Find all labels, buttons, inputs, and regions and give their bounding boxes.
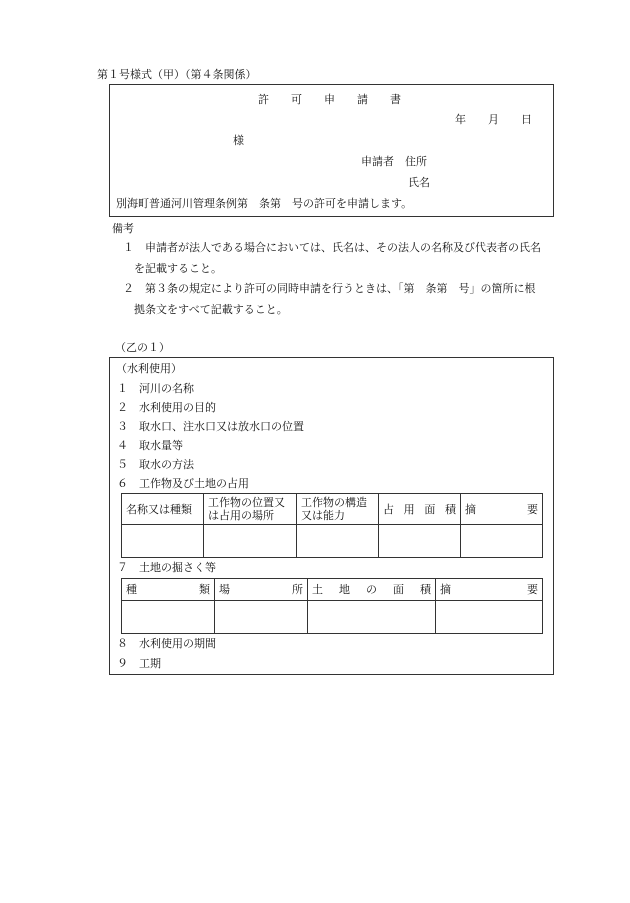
header-occupied-area — [379, 494, 461, 525]
header-land-area — [308, 579, 436, 601]
cell-structure-location[interactable] — [204, 525, 297, 558]
cell-remarks[interactable] — [436, 601, 543, 634]
cell-remarks[interactable] — [461, 525, 543, 558]
occupancy-table — [121, 493, 543, 558]
table-header-row — [122, 494, 543, 525]
item-structure-land-occupancy: ６ 工作物及び土地の占用 — [117, 477, 249, 490]
table-header-row — [122, 579, 543, 601]
item-river-name: １ 河川の名称 — [117, 382, 194, 395]
form-title: 許 可 申 請 書 — [258, 93, 401, 106]
note-1-line-2: を記載すること。 — [134, 262, 222, 275]
form-label: 第１号様式（甲）（第４条関係） — [97, 68, 257, 81]
header-remarks — [436, 579, 543, 601]
header-location-text: 場 所 — [219, 583, 303, 596]
table-row — [122, 601, 543, 634]
header-name-type: 名称又は種類 — [122, 494, 204, 525]
header-remarks — [461, 494, 543, 525]
header-structure-location: 工作物の位置又は占用の場所 — [204, 494, 297, 525]
header-remarks-text: 摘 要 — [465, 502, 538, 516]
cell-occupied-area[interactable] — [379, 525, 461, 558]
item-water-use-purpose: ２ 水利使用の目的 — [117, 401, 216, 414]
item-intake-method: ５ 取水の方法 — [117, 458, 194, 471]
application-statement: 別海町普通河川管理条例第 条第 号の許可を申請します。 — [116, 197, 413, 210]
date-line: 年 月 日 — [455, 113, 532, 126]
cell-structure-capacity[interactable] — [297, 525, 379, 558]
table-row — [122, 525, 543, 558]
header-type — [122, 579, 215, 601]
cell-location[interactable] — [215, 601, 308, 634]
header-location — [215, 579, 308, 601]
header-structure-capacity: 工作物の構造又は能力 — [297, 494, 379, 525]
cell-name-type[interactable] — [122, 525, 204, 558]
item-land-excavation: ７ 土地の掘さく等 — [117, 561, 216, 574]
water-use-category: （水利使用） — [116, 362, 182, 375]
applicant-name-label: 氏名 — [408, 176, 430, 189]
note-2-line-1: ２ 第３条の規定により許可の同時申請を行うときは、「第 条第 号」の箇所に根 — [123, 282, 536, 295]
header-land-area-text: 土 地 の 面 積 — [312, 583, 431, 596]
header-remarks-text: 摘 要 — [440, 583, 538, 596]
item-construction-period: ９ 工期 — [117, 657, 161, 670]
note-1-line-1: １ 申請者が法人である場合においては、氏名は、その法人の名称及び代表者の氏名 — [123, 241, 541, 254]
cell-land-area[interactable] — [308, 601, 436, 634]
addressee-honorific: 様 — [233, 134, 244, 147]
item-intake-location: ３ 取水口、注水口又は放水口の位置 — [117, 420, 304, 433]
notes-heading: 備考 — [112, 222, 134, 235]
item-water-use-period: ８ 水利使用の期間 — [117, 637, 216, 650]
cell-type[interactable] — [122, 601, 215, 634]
excavation-table — [121, 578, 543, 634]
note-2-line-2: 拠条文をすべて記載すること。 — [134, 303, 288, 316]
item-intake-amount: ４ 取水量等 — [117, 439, 183, 452]
applicant-address-label: 申請者 住所 — [361, 155, 427, 168]
header-occupied-area-text: 占 用 面 積 — [383, 502, 456, 516]
header-type-text: 種 類 — [126, 583, 210, 596]
form-b-label: （乙の１） — [115, 341, 170, 354]
